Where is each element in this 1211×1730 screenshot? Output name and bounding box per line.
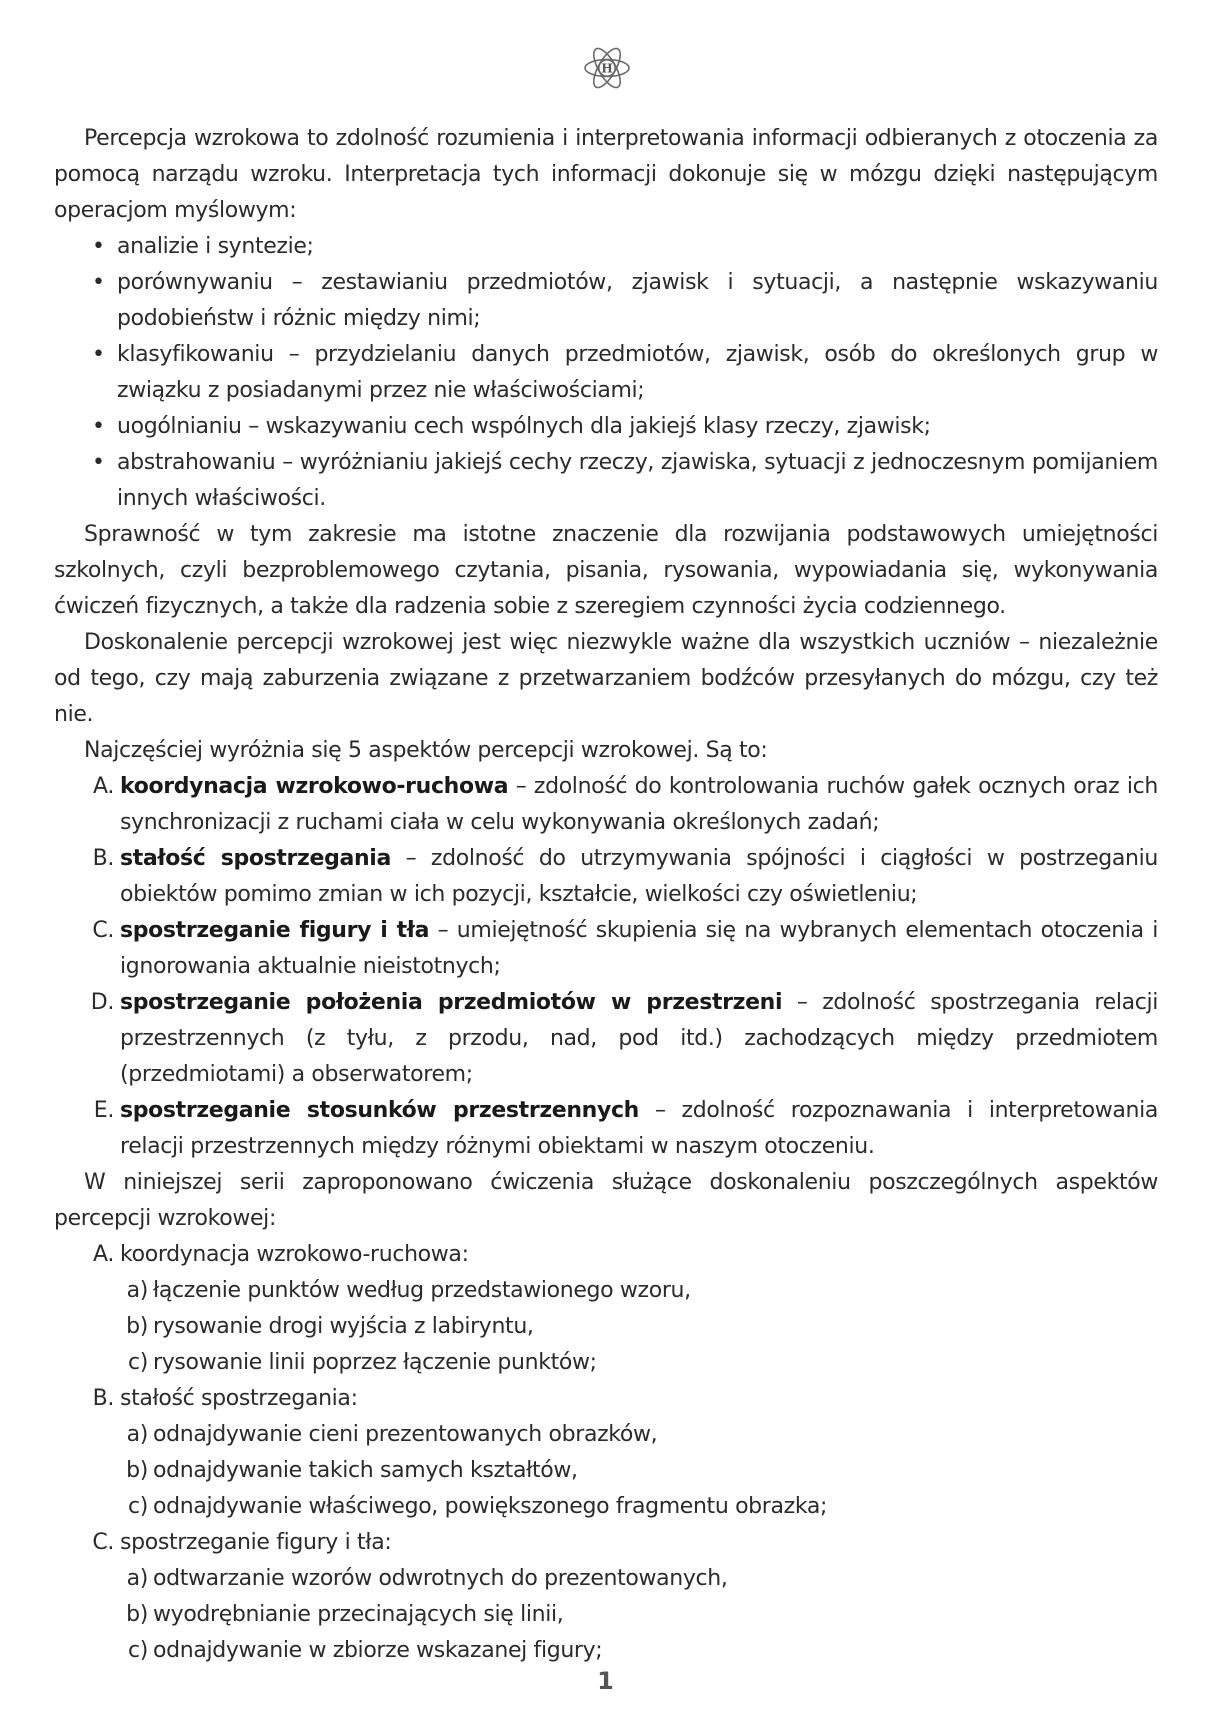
exercise-item [54, 1489, 1158, 1525]
operation-item [54, 409, 1158, 445]
aspects-list [54, 769, 1158, 1165]
exercise-group-letter: C. [92, 1530, 114, 1555]
exercise-item-text: łączenie punktów według przedstawionego wzoru, [153, 1278, 691, 1303]
aspect-term: spostrzeganie położenia przedmiotów w przestrzeni [120, 990, 783, 1015]
page-content [54, 121, 1158, 1669]
exercise-item [54, 1345, 1158, 1381]
aspect-item [54, 841, 1158, 913]
exercise-item-text: odtwarzanie wzorów odwrotnych do prezentowanych, [153, 1566, 728, 1591]
aspect-item [54, 769, 1158, 841]
bullet-mark: • [92, 234, 105, 259]
aspect-term: koordynacja wzrokowo-ruchowa [120, 774, 509, 799]
aspect-letter: A. [93, 774, 114, 799]
aspect-term: spostrzeganie stosunków przestrzennych [120, 1098, 639, 1123]
atom-emblem-icon [583, 44, 631, 92]
aspect-description: – zdolność do kontrolowania ruchów gałek ocznych oraz ich synchronizacji z ruchami ciała w celu wykonywania określonych zadań; [120, 774, 1158, 835]
exercise-item-text: wyodrębnianie przecinających się linii, [153, 1602, 564, 1627]
exercise-item-label: a) [126, 1278, 148, 1303]
exercise-group-label: spostrzeganie figury i tła: [120, 1530, 392, 1555]
bullet-mark: • [92, 342, 105, 367]
exercise-item [54, 1309, 1158, 1345]
aspect-term: stałość spostrzegania [120, 846, 391, 871]
exercise-item [54, 1273, 1158, 1309]
exercise-item-label: b) [126, 1602, 148, 1627]
operation-text: porównywaniu – zestawianiu przedmiotów, zjawisk i sytuacji, a następnie wskazywaniu podobieństw i różnic między nimi; [117, 270, 1158, 331]
aspect-letter: E. [93, 1098, 114, 1123]
exercise-group-letter: B. [92, 1386, 114, 1411]
exercise-item-text: odnajdywanie w zbiorze wskazanej figury; [153, 1638, 603, 1663]
aspect-item [54, 913, 1158, 985]
exercise-item-label: a) [126, 1566, 148, 1591]
operation-item [54, 265, 1158, 337]
exercise-item-label: c) [128, 1494, 148, 1519]
aspect-description: – zdolność spostrzegania relacji przestrzennych (z tyłu, z przodu, nad, pod itd.) zachodzących między przedmiotem (przedmiotami) a obserwatorem; [120, 990, 1158, 1087]
exercise-item-text: rysowanie linii poprzez łączenie punktów; [153, 1350, 597, 1375]
operation-text: klasyfikowaniu – przydzielaniu danych przedmiotów, zjawisk, osób do określonych grup w związku z posiadanymi przez nie właściwościami; [117, 342, 1158, 403]
aspect-term: spostrzeganie figury i tła [120, 918, 430, 943]
exercise-item-text: odnajdywanie takich samych kształtów, [153, 1458, 578, 1483]
aspect-description: – zdolność rozpoznawania i interpretowania relacji przestrzennych między różnymi obiektami w naszym otoczeniu. [120, 1098, 1158, 1159]
aspect-letter: B. [92, 846, 114, 871]
exercise-group-label: koordynacja wzrokowo-ruchowa: [120, 1242, 469, 1267]
bullet-mark: • [92, 414, 105, 439]
exercise-item-label: b) [126, 1314, 148, 1339]
operation-item [54, 229, 1158, 265]
logo-letter: H [601, 61, 613, 76]
aspect-description: – zdolność do utrzymywania spójności i ciągłości w postrzeganiu obiektów pomimo zmian w ich pozycji, kształcie, wielkości czy oświetleniu; [120, 846, 1159, 907]
aspect-item [54, 1093, 1158, 1165]
exercise-item-text: odnajdywanie właściwego, powiększonego fragmentu obrazka; [153, 1494, 828, 1519]
aspect-item [54, 985, 1158, 1093]
exercise-item [54, 1633, 1158, 1669]
body-paragraph: Doskonalenie percepcji wzrokowej jest więc niezwykle ważne dla wszystkich uczniów – niezależnie od tego, czy mają zaburzenia związane z przetwarzaniem bodźców przesyłanych do mózgu, czy też nie. [54, 630, 1158, 727]
operation-text: uogólnianiu – wskazywaniu cech wspólnych dla jakiejś klasy rzeczy, zjawisk; [117, 414, 931, 439]
exercise-group-letter: A. [93, 1242, 114, 1267]
aspect-description: – umiejętność skupienia się na wybranych elementach otoczenia i ignorowania aktualnie nieistotnych; [120, 918, 1158, 979]
bullet-mark: • [92, 450, 105, 475]
intro-paragraph: Percepcja wzrokowa to zdolność rozumienia i interpretowania informacji odbieranych z otoczenia za pomocą narządu wzroku. Interpretacja tych informacji dokonuje się w mózgu dzięki następującym operacjom myślowym: [54, 126, 1158, 223]
exercise-group-title [54, 1237, 1158, 1273]
exercise-item-text: rysowanie drogi wyjścia z labiryntu, [153, 1314, 534, 1339]
exercise-item-label: b) [126, 1458, 148, 1483]
operation-text: abstrahowaniu – wyróżnianiu jakiejś cechy rzeczy, zjawiska, sytuacji z jednoczesnym pomijaniem innych właściwości. [117, 450, 1158, 511]
body-paragraph: Sprawność w tym zakresie ma istotne znaczenie dla rozwijania podstawowych umiejętności szkolnych, czyli bezproblemowego czytania, pisania, rysowania, wypowiadania się, wykonywania ćwiczeń fizycznych, a także dla radzenia sobie z szeregiem czynności życia codziennego. [54, 522, 1158, 619]
aspect-letter: C. [92, 918, 114, 943]
exercise-item-text: odnajdywanie cieni prezentowanych obrazków, [153, 1422, 658, 1447]
exercise-item-label: c) [128, 1638, 148, 1663]
operation-item [54, 337, 1158, 409]
operations-list [54, 229, 1158, 517]
bullet-mark: • [92, 270, 105, 295]
exercises-list [54, 1237, 1158, 1669]
operation-text: analizie i syntezie; [117, 234, 314, 259]
series-intro-paragraph: W niniejszej serii zaproponowano ćwiczenia służące doskonaleniu poszczególnych aspektów percepcji wzrokowej: [54, 1170, 1158, 1231]
exercise-group-title [54, 1525, 1158, 1561]
exercise-group-label: stałość spostrzegania: [120, 1386, 358, 1411]
aspect-letter: D. [90, 990, 114, 1015]
exercise-group-title [54, 1381, 1158, 1417]
exercise-item-label: c) [128, 1350, 148, 1375]
operation-item [54, 445, 1158, 517]
exercise-item [54, 1453, 1158, 1489]
body-paragraph: Najczęściej wyróżnia się 5 aspektów percepcji wzrokowej. Są to: [84, 738, 768, 763]
page-number: 1 [597, 1667, 614, 1695]
exercise-item [54, 1597, 1158, 1633]
exercise-item [54, 1561, 1158, 1597]
exercise-item-label: a) [126, 1422, 148, 1447]
exercise-item [54, 1417, 1158, 1453]
